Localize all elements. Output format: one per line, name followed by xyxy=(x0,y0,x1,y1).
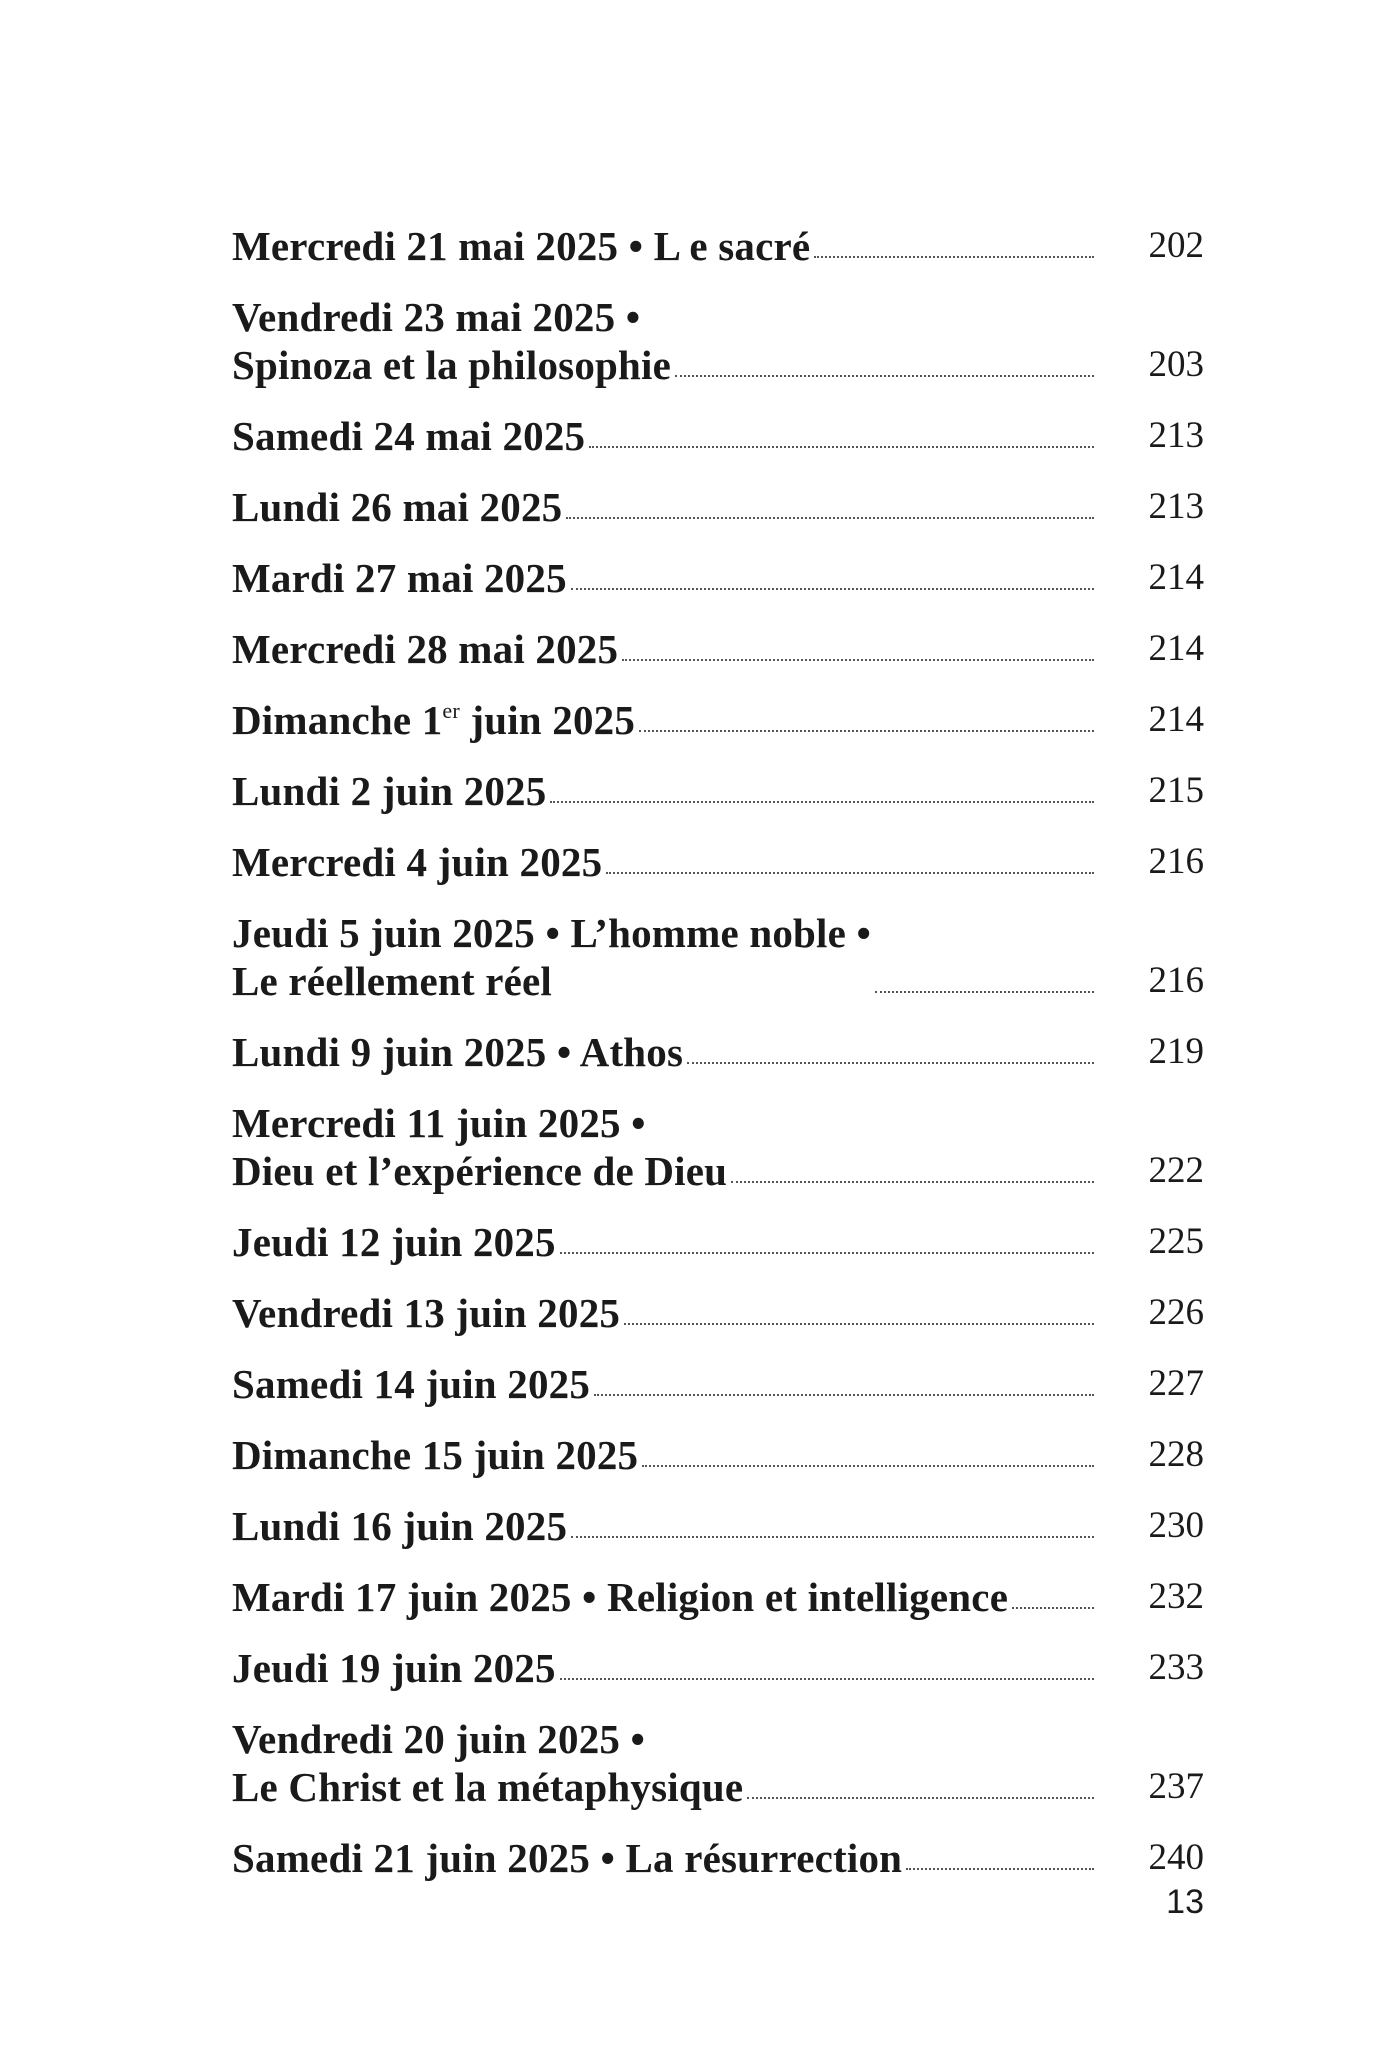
entry-title-line: Dimanche 1 xyxy=(232,697,443,743)
entry-page-number: 232 xyxy=(1148,1576,1204,1617)
entry-title xyxy=(232,1218,556,1266)
toc-entry xyxy=(232,625,1204,673)
entry-page-number: 215 xyxy=(1148,770,1204,811)
entry-title-line: Vendredi 20 juin 2025 • xyxy=(232,1716,646,1762)
entry-title-line: Lundi 2 juin 2025 xyxy=(232,768,547,814)
dot-leader xyxy=(585,412,1094,460)
entry-page-number: 214 xyxy=(1148,699,1204,740)
entry-title xyxy=(232,838,602,886)
dot-leader xyxy=(1008,1573,1094,1621)
entry-title-line: Lundi 26 mai 2025 xyxy=(232,484,563,530)
toc-entry xyxy=(232,1289,1204,1337)
entry-page-number: 227 xyxy=(1148,1363,1204,1404)
entry-page-number: 240 xyxy=(1148,1837,1204,1878)
entry-title-line: Mardi 17 juin 2025 • Religion et intelligence xyxy=(232,1574,1009,1620)
table-of-contents xyxy=(232,222,1204,1905)
entry-page-number: 214 xyxy=(1148,628,1204,669)
entry-title-line: Dimanche 15 juin 2025 xyxy=(232,1432,639,1478)
entry-page-number: 233 xyxy=(1148,1647,1204,1688)
entry-title xyxy=(232,1431,638,1479)
dot-leader xyxy=(727,1147,1094,1195)
toc-entry xyxy=(232,1644,1204,1692)
entry-title-line: Mercredi 21 mai 2025 • L e sacré xyxy=(232,223,811,269)
entry-title-line: Mercredi 11 juin 2025 • xyxy=(232,1100,646,1146)
toc-entry xyxy=(232,412,1204,460)
dot-leader xyxy=(602,838,1094,886)
entry-title xyxy=(232,222,810,270)
toc-entry xyxy=(232,222,1204,270)
entry-title xyxy=(232,1834,902,1882)
toc-entry xyxy=(232,696,1204,744)
entry-page-number: 226 xyxy=(1148,1292,1204,1333)
toc-entry xyxy=(232,1431,1204,1479)
toc-entry xyxy=(232,1218,1204,1266)
entry-title-line: Samedi 21 juin 2025 • La résurrection xyxy=(232,1835,903,1881)
entry-title xyxy=(232,1099,727,1195)
page-number: 13 xyxy=(1166,1883,1204,1921)
toc-entry xyxy=(232,767,1204,815)
dot-leader xyxy=(618,625,1094,673)
entry-title xyxy=(232,412,585,460)
entry-title-line: Le Christ et la métaphysique xyxy=(232,1764,744,1810)
toc-entry xyxy=(232,1834,1204,1882)
entry-title xyxy=(232,1502,567,1550)
toc-entry xyxy=(232,293,1204,389)
dot-leader xyxy=(902,1834,1094,1882)
dot-leader xyxy=(562,483,1094,531)
entry-page-number: 237 xyxy=(1148,1766,1204,1807)
dot-leader xyxy=(871,957,1094,1005)
entry-title-tail: juin 2025 xyxy=(459,697,636,743)
entry-title xyxy=(232,1028,683,1076)
entry-page-number: 222 xyxy=(1148,1150,1204,1191)
entry-title xyxy=(232,696,635,744)
entry-title xyxy=(232,483,562,531)
entry-title-line: Mercredi 28 mai 2025 xyxy=(232,626,619,672)
dot-leader xyxy=(567,554,1094,602)
entry-title xyxy=(232,1289,620,1337)
dot-leader xyxy=(671,341,1094,389)
entry-title-line: Lundi 9 juin 2025 • Athos xyxy=(232,1029,684,1075)
toc-entry xyxy=(232,1360,1204,1408)
entry-page-number: 219 xyxy=(1148,1031,1204,1072)
dot-leader xyxy=(743,1763,1094,1811)
dot-leader xyxy=(810,222,1094,270)
entry-title-line: Lundi 16 juin 2025 xyxy=(232,1503,568,1549)
dot-leader xyxy=(635,696,1094,744)
entry-title xyxy=(232,767,546,815)
entry-title-line: Le réellement réel xyxy=(232,958,553,1004)
entry-title-line: Vendredi 13 juin 2025 xyxy=(232,1290,621,1336)
ordinal-superscript: er xyxy=(442,698,460,723)
entry-title xyxy=(232,1360,590,1408)
entry-title-line: Spinoza et la philosophie xyxy=(232,342,672,388)
entry-page-number: 214 xyxy=(1148,557,1204,598)
entry-title-line: Jeudi 5 juin 2025 • L’homme noble • xyxy=(232,910,872,956)
entry-title-line: Samedi 14 juin 2025 xyxy=(232,1361,591,1407)
toc-entry xyxy=(232,1028,1204,1076)
dot-leader xyxy=(620,1289,1094,1337)
dot-leader xyxy=(683,1028,1094,1076)
entry-title-line: Mercredi 4 juin 2025 xyxy=(232,839,603,885)
entry-page-number: 228 xyxy=(1148,1434,1204,1475)
entry-page-number: 202 xyxy=(1148,225,1204,266)
toc-entry xyxy=(232,1715,1204,1811)
entry-title xyxy=(232,909,871,1005)
entry-title-line: Jeudi 12 juin 2025 xyxy=(232,1219,556,1265)
toc-entry xyxy=(232,483,1204,531)
entry-page-number: 225 xyxy=(1148,1221,1204,1262)
entry-page-number: 216 xyxy=(1148,841,1204,882)
entry-title xyxy=(232,293,671,389)
entry-title-line: Jeudi 19 juin 2025 xyxy=(232,1645,556,1691)
toc-entry xyxy=(232,1573,1204,1621)
dot-leader xyxy=(590,1360,1094,1408)
entry-page-number: 230 xyxy=(1148,1505,1204,1546)
toc-entry xyxy=(232,838,1204,886)
dot-leader xyxy=(556,1218,1094,1266)
toc-entry xyxy=(232,909,1204,1005)
toc-entry xyxy=(232,1502,1204,1550)
entry-title-line: Samedi 24 mai 2025 xyxy=(232,413,586,459)
entry-title xyxy=(232,625,618,673)
entry-page-number: 213 xyxy=(1148,415,1204,456)
entry-title xyxy=(232,554,567,602)
dot-leader xyxy=(567,1502,1094,1550)
entry-title xyxy=(232,1644,556,1692)
entry-title xyxy=(232,1715,743,1811)
entry-page-number: 203 xyxy=(1148,344,1204,385)
toc-entry xyxy=(232,1099,1204,1195)
entry-page-number: 216 xyxy=(1148,960,1204,1001)
entry-title xyxy=(232,1573,1008,1621)
toc-entry xyxy=(232,554,1204,602)
dot-leader xyxy=(556,1644,1094,1692)
dot-leader xyxy=(546,767,1094,815)
dot-leader xyxy=(638,1431,1094,1479)
entry-title-line: Dieu et l’expérience de Dieu xyxy=(232,1148,728,1194)
entry-title-line: Mardi 27 mai 2025 xyxy=(232,555,567,601)
entry-title-line: Vendredi 23 mai 2025 • xyxy=(232,294,641,340)
entry-page-number: 213 xyxy=(1148,486,1204,527)
